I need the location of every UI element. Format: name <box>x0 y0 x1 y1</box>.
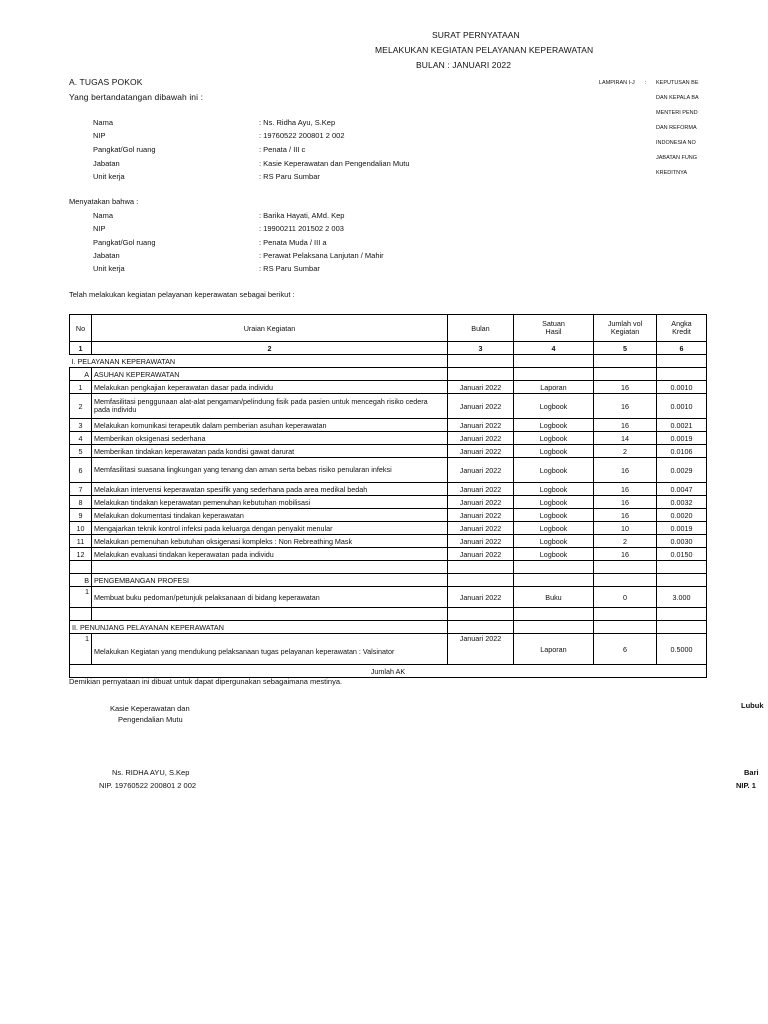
sub-b-letter: B <box>70 574 92 587</box>
signer-value: : RS Paru Sumbar <box>259 172 320 181</box>
document-subtitle: MELAKUKAN KEGIATAN PELAYANAN KEPERAWATAN <box>375 45 594 55</box>
activity-table <box>69 314 707 678</box>
subject-label: Nama <box>93 211 114 220</box>
signer-label: NIP <box>93 131 106 140</box>
row-no: 10 <box>70 522 92 535</box>
subject-value: : RS Paru Sumbar <box>259 264 320 273</box>
row-satuan: Logbook <box>514 535 594 548</box>
row-satuan: Logbook <box>514 522 594 535</box>
done-text: Telah melakukan kegiatan pelayanan keperawatan sebagai berikut : <box>69 290 295 299</box>
lampiran-colon: : <box>645 80 647 86</box>
colnum: 2 <box>92 342 448 355</box>
sign-left-role: Kasie Keperawatan dan <box>110 704 190 713</box>
subject-value: : Perawat Pelaksana Lanjutan / Mahir <box>259 251 384 260</box>
subject-label: Pangkat/Gol ruang <box>93 238 156 247</box>
lampiran-line: INDONESIA NO <box>656 140 696 146</box>
subject-value: : 19900211 201502 2 003 <box>259 224 344 233</box>
row-angka: 0.0150 <box>657 548 707 561</box>
lampiran-line: DAN REFORMA <box>656 125 697 131</box>
row-c-bulan: Januari 2022 <box>448 634 514 665</box>
sign-right-name: Bari <box>744 768 759 777</box>
row-no: 9 <box>70 509 92 522</box>
row-bulan: Januari 2022 <box>448 432 514 445</box>
section-2-title: II. PENUNJANG PELAYANAN KEPERAWATAN <box>70 621 448 634</box>
section-1-title: I. PELAYANAN KEPERAWATAN <box>70 355 448 368</box>
row-jumlah: 16 <box>594 483 657 496</box>
row-no: 2 <box>70 394 92 419</box>
row-c-jumlah: 6 <box>594 634 657 665</box>
subject-label: Jabatan <box>93 251 120 260</box>
row-satuan: Logbook <box>514 458 594 483</box>
row-angka: 0.0019 <box>657 522 707 535</box>
subject-value: : Penata Muda / III a <box>259 238 327 247</box>
row-bulan: Januari 2022 <box>448 509 514 522</box>
lampiran-line: KEPUTUSAN BE <box>656 80 699 86</box>
total-label: Jumlah AK <box>70 665 707 678</box>
signer-label: Jabatan <box>93 159 120 168</box>
colnum: 4 <box>514 342 594 355</box>
signer-value: : Kasie Keperawatan dan Pengendalian Mutu <box>259 159 410 168</box>
table-row <box>70 522 707 535</box>
signer-value: : Penata / III c <box>259 145 306 154</box>
row-angka: 0.0010 <box>657 381 707 394</box>
table-row <box>70 548 707 561</box>
row-no: 1 <box>70 381 92 394</box>
row-uraian: Memfasilitasi penggunaan alat-alat pengaman/pelindung fisik pada pasien untuk mencegah risiko cedera pada individu <box>92 394 448 419</box>
row-satuan: Logbook <box>514 509 594 522</box>
row-b-angka: 3.000 <box>657 587 707 608</box>
row-satuan: Logbook <box>514 394 594 419</box>
row-no: 4 <box>70 432 92 445</box>
row-b-uraian: Membuat buku pedoman/petunjuk pelaksanaan di bidang keperawatan <box>92 587 448 608</box>
row-no: 3 <box>70 419 92 432</box>
table-row <box>70 394 707 419</box>
row-uraian: Melakukan intervensi keperawatan spesifik yang sederhana pada area medikal bedah <box>92 483 448 496</box>
header-angka: Angka Kredit <box>657 315 707 342</box>
row-angka: 0.0020 <box>657 509 707 522</box>
row-satuan: Logbook <box>514 483 594 496</box>
lampiran-line: DAN KEPALA BA <box>656 95 699 101</box>
row-angka: 0.0021 <box>657 419 707 432</box>
row-b-jumlah: 0 <box>594 587 657 608</box>
table-row <box>70 432 707 445</box>
row-b-satuan: Buku <box>514 587 594 608</box>
row-uraian: Melakukan komunikasi terapeutik dalam pemberian asuhan keperawatan <box>92 419 448 432</box>
signer-label: Nama <box>93 118 114 127</box>
row-bulan: Januari 2022 <box>448 445 514 458</box>
row-no: 8 <box>70 496 92 509</box>
row-c-no: 1 <box>70 634 92 665</box>
row-jumlah: 14 <box>594 432 657 445</box>
row-jumlah: 16 <box>594 458 657 483</box>
declares-label: Menyatakan bahwa : <box>69 197 139 206</box>
document-title: SURAT PERNYATAAN <box>432 30 520 40</box>
lampiran-line: MENTERI PEND <box>656 110 698 116</box>
row-bulan: Januari 2022 <box>448 535 514 548</box>
lampiran-label: LAMPIRAN I-J <box>599 80 635 86</box>
row-uraian: Memberikan tindakan keperawatan pada kondisi gawat darurat <box>92 445 448 458</box>
lampiran-line: JABATAN FUNG <box>656 155 698 161</box>
row-bulan: Januari 2022 <box>448 522 514 535</box>
row-no: 11 <box>70 535 92 548</box>
row-angka: 0.0106 <box>657 445 707 458</box>
closing-text: Demikian pernyataan ini dibuat untuk dapat dipergunakan sebagaimana mestinya. <box>69 677 343 686</box>
signed-intro: Yang bertandatangan dibawah ini : <box>69 92 204 102</box>
sign-right-nip: NIP. 1 <box>736 781 756 790</box>
subject-label: Unit kerja <box>93 264 125 273</box>
row-satuan: Logbook <box>514 432 594 445</box>
row-angka: 0.0010 <box>657 394 707 419</box>
header-satuan: Satuan Hasil <box>514 315 594 342</box>
document-period: BULAN : JANUARI 2022 <box>416 60 512 70</box>
row-no: 5 <box>70 445 92 458</box>
table-row <box>70 496 707 509</box>
sign-left-nip: NIP. 19760522 200801 2 002 <box>99 781 197 790</box>
row-bulan: Januari 2022 <box>448 381 514 394</box>
row-satuan: Logbook <box>514 548 594 561</box>
row-jumlah: 16 <box>594 419 657 432</box>
row-satuan: Logbook <box>514 419 594 432</box>
header-uraian: Uraian Kegiatan <box>92 315 448 342</box>
row-angka: 0.0019 <box>657 432 707 445</box>
row-uraian: Memberikan oksigenasi sederhana <box>92 432 448 445</box>
header-jumlah: Jumlah vol Kegiatan <box>594 315 657 342</box>
row-uraian: Melakukan evaluasi tindakan keperawatan pada individu <box>92 548 448 561</box>
sign-left-name: Ns. RIDHA AYU, S.Kep <box>112 768 190 777</box>
row-satuan: Laporan <box>514 381 594 394</box>
row-uraian: Melakukan tindakan keperawatan pemenuhan kebutuhan mobilisasi <box>92 496 448 509</box>
section-a-title: A. TUGAS POKOK <box>69 77 143 87</box>
row-b-bulan: Januari 2022 <box>448 587 514 608</box>
colnum: 6 <box>657 342 707 355</box>
row-no: 7 <box>70 483 92 496</box>
row-jumlah: 16 <box>594 509 657 522</box>
table-row <box>70 509 707 522</box>
sign-left-role: Pengendalian Mutu <box>118 715 183 724</box>
row-angka: 0.0032 <box>657 496 707 509</box>
row-angka: 0.0030 <box>657 535 707 548</box>
sub-a-letter: A <box>70 368 92 381</box>
row-jumlah: 16 <box>594 381 657 394</box>
subject-value: : Barika Hayati, AMd. Kep <box>259 211 345 220</box>
row-uraian: Melakukan dokumentasi tindakan keperawatan <box>92 509 448 522</box>
row-bulan: Januari 2022 <box>448 394 514 419</box>
row-jumlah: 2 <box>594 535 657 548</box>
rows-a <box>70 381 707 561</box>
row-uraian: Memfasilitasi suasana lingkungan yang tenang dan aman serta bebas risiko penularan infeksi <box>92 458 448 483</box>
table-row <box>70 445 707 458</box>
row-jumlah: 16 <box>594 496 657 509</box>
table-row <box>70 419 707 432</box>
row-bulan: Januari 2022 <box>448 548 514 561</box>
row-angka: 0.0029 <box>657 458 707 483</box>
colnum: 1 <box>70 342 92 355</box>
row-jumlah: 16 <box>594 394 657 419</box>
signer-label: Pangkat/Gol ruang <box>93 145 156 154</box>
row-bulan: Januari 2022 <box>448 483 514 496</box>
row-bulan: Januari 2022 <box>448 419 514 432</box>
sign-right-place: Lubuk <box>741 701 764 710</box>
row-c-uraian: Melakukan Kegiatan yang mendukung pelaksanaan tugas pelayanan keperawatan : Valsinator <box>92 634 448 665</box>
row-uraian: Mengajarkan teknik kontrol infeksi pada keluarga dengan penyakit menular <box>92 522 448 535</box>
signer-value: : 19760522 200801 2 002 <box>259 131 345 140</box>
signer-value: : Ns. Ridha Ayu, S.Kep <box>259 118 336 127</box>
header-bulan: Bulan <box>448 315 514 342</box>
row-angka: 0.0047 <box>657 483 707 496</box>
table-row <box>70 381 707 394</box>
table-row <box>70 535 707 548</box>
subject-label: NIP <box>93 224 106 233</box>
row-jumlah: 10 <box>594 522 657 535</box>
row-bulan: Januari 2022 <box>448 496 514 509</box>
colnum: 3 <box>448 342 514 355</box>
row-satuan: Logbook <box>514 445 594 458</box>
sub-a-title: ASUHAN KEPERAWATAN <box>92 368 448 381</box>
row-c-angka: 0.5000 <box>657 634 707 665</box>
colnum: 5 <box>594 342 657 355</box>
row-jumlah: 16 <box>594 548 657 561</box>
row-bulan: Januari 2022 <box>448 458 514 483</box>
table-row <box>70 483 707 496</box>
row-uraian: Melakukan pemenuhan kebutuhan oksigenasi kompleks : Non Rebreathing Mask <box>92 535 448 548</box>
table-row <box>70 458 707 483</box>
row-no: 6 <box>70 458 92 483</box>
row-uraian: Melakukan pengkajian keperawatan dasar pada individu <box>92 381 448 394</box>
signer-label: Unit kerja <box>93 172 125 181</box>
row-c-satuan: Laporan <box>514 634 594 665</box>
row-jumlah: 2 <box>594 445 657 458</box>
header-no: No <box>70 315 92 342</box>
sub-b-title: PENGEMBANGAN PROFESI <box>92 574 448 587</box>
row-satuan: Logbook <box>514 496 594 509</box>
lampiran-line: KREDITNYA <box>656 170 688 176</box>
row-b-no: 1 <box>70 587 92 608</box>
row-no: 12 <box>70 548 92 561</box>
